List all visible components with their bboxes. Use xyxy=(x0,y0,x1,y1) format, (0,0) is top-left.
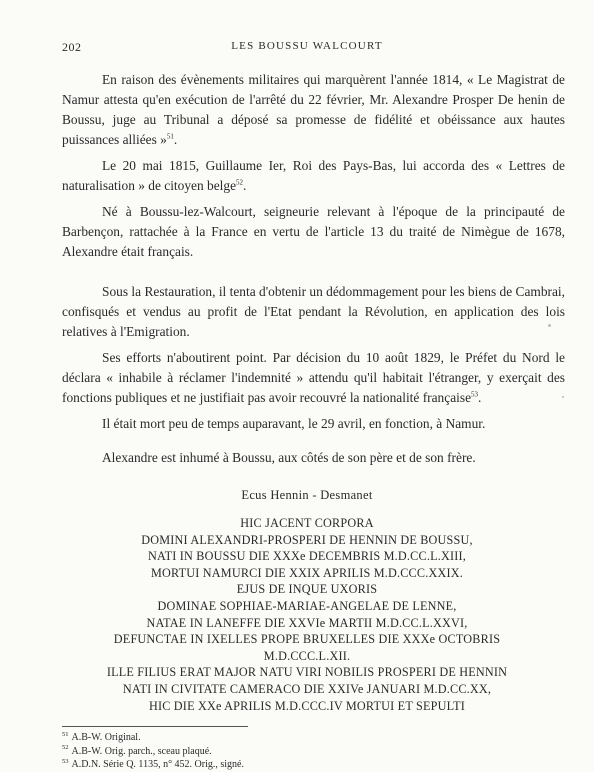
scan-speck xyxy=(548,324,551,327)
paragraph: En raison des évènements militaires qui marquèrent l'année 1814, « Le Magistrat de Namur attesta qu'en exécution de l'arrêté du 22 février, Mr. Alexandre Prosper De henin de Boussu, juge au Tribunal a déposé sa promesse de fidélité et obéissance aux hautes puissances alliées »$^{51}$. xyxy=(62,72,565,147)
epitaph-line: HIC DIE XXe APRILIS M.D.CCC.IV MORTUI ET SEPULTI xyxy=(148,698,466,713)
epitaph-line: NATAE IN LANEFFE DIE XXVIe MARTII M.D.CC.L.XXVI, xyxy=(146,615,468,630)
paragraph: Le 20 mai 1815, Guillaume Ier, Roi des Pays-Bas, lui accorda des « Lettres de naturalisation » de citoyen belge$^{52}$. xyxy=(62,158,565,193)
epitaph-line: DOMINAE SOPHIAE-MARIAE-ANGELAE DE LENNE, xyxy=(157,598,457,613)
footnote-number: 53 xyxy=(62,757,69,765)
epitaph-line: HIC JACENT CORPORA xyxy=(240,516,374,530)
footnote-number: 52 xyxy=(62,744,69,752)
epitaph-line: DOMINI ALEXANDRI-PROSPERI DE HENNIN DE BOUSSU, xyxy=(141,532,473,547)
footnote-divider xyxy=(62,726,248,727)
paragraph: Il était mort peu de temps auparavant, le 29 avril, en fonction, à Namur. xyxy=(102,416,486,431)
paragraph: Alexandre est inhumé à Boussu, aux côtés de son père et de son frère. xyxy=(102,450,476,465)
page-number: 202 xyxy=(62,40,82,54)
footnote: $^{53}$ A.D.N. Série Q. 1135, n° 452. Orig., signé. xyxy=(62,757,244,770)
epitaph-line: EJUS DE INQUE UXORIS xyxy=(236,582,378,597)
footnote: $^{52}$ A.B-W. Orig. parch., sceau plaqué. xyxy=(62,744,212,757)
footnote: $^{51}$ A.B-W. Original. xyxy=(62,730,141,743)
epitaph-line: NATI IN BOUSSU DIE XXXe DECEMBRIS M.D.CC.L.XIII, xyxy=(147,549,466,564)
coat-of-arms-caption: Ecus Hennin - Desmanet xyxy=(241,488,373,502)
running-title: LES BOUSSU WALCOURT xyxy=(231,40,383,52)
page-header xyxy=(62,40,552,58)
footnote-ref: 52 xyxy=(236,178,244,187)
footnotes xyxy=(62,731,542,772)
paragraph: Né à Boussu-lez-Walcourt, seigneurie relevant à l'époque de la principauté de Barbençon, rattachée à la France en vertu de l'article 13 du traité de Nimègue de 1678, Alexandre était français. xyxy=(62,204,565,259)
scan-speck xyxy=(562,396,564,398)
epitaph-line: M.D.CCC.L.XII. xyxy=(263,648,351,663)
epitaph-line: NATI IN CIVITATE CAMERACO DIE XXIVe JANUARI M.D.CC.XX, xyxy=(122,681,492,696)
footnote-ref: 53 xyxy=(471,390,479,399)
epitaph-line: DEFUNCTAE IN IXELLES PROPE BRUXELLES DIE XXXe OCTOBRIS xyxy=(113,632,501,647)
epitaph-line: ILLE FILIUS ERAT MAJOR NATU VIRI NOBILIS PROSPERI DE HENNIN xyxy=(106,665,508,680)
footnote-ref: 51 xyxy=(166,132,174,141)
footnote-number: 51 xyxy=(62,730,69,738)
paragraph: Sous la Restauration, il tenta d'obtenir un dédommagement pour les biens de Cambrai, confisqués et vendus au profit de l'Etat pendant la Révolution, en application des lois relatives à l'Emigration. xyxy=(62,284,565,339)
paragraph: Ses efforts n'aboutirent point. Par décision du 10 août 1829, le Préfet du Nord le déclara « inhabile à réclamer l'indemnité » attendu qu'il habitait l'étranger, y exerçait des fonctions publiques et ne justifiait pas avoir recouvré la nationalité française$^{53}$. xyxy=(62,350,565,405)
body-text xyxy=(62,70,565,468)
epitaph-line: MORTUI NAMURCI DIE XXIX APRILIS M.D.CCC.XXIX. xyxy=(151,565,463,580)
epitaph xyxy=(62,515,552,714)
